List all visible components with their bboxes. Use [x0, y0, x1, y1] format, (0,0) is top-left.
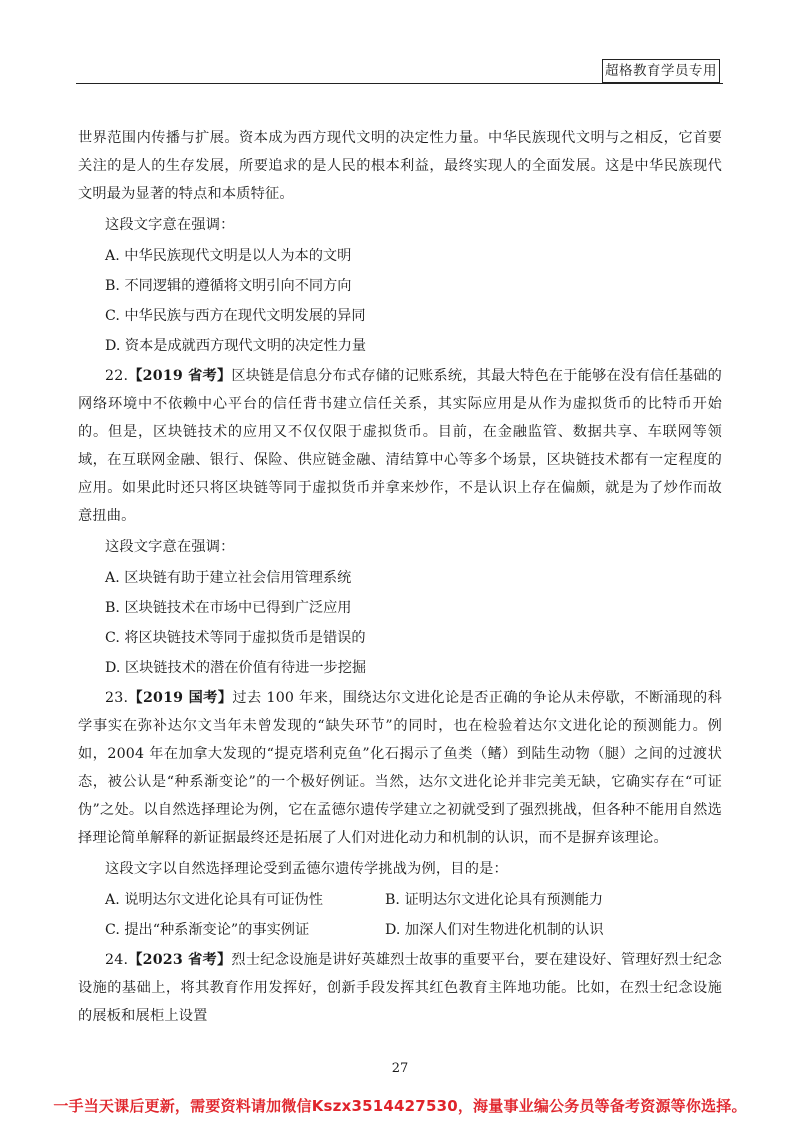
q23-number: 23. — [105, 690, 129, 706]
header-label: 超格教育学员专用 — [602, 59, 720, 83]
q23-stem: 这段文字以自然选择理论受到孟德尔遗传学挑战为例，目的是： — [105, 861, 508, 877]
q21-stem: 这段文字意在强调： — [105, 217, 235, 233]
q23-source: 【2019 国考】 — [128, 690, 233, 706]
q22-option-d: D. 区块链技术的潜在价值有待进一步挖掘 — [105, 660, 367, 676]
q23-option-a: A. 说明达尔文进化论具有可证伪性 — [105, 892, 323, 908]
q21-option-c: C. 中华民族与西方在现代文明发展的异同 — [105, 308, 366, 324]
q24-text: 烈士纪念设施是讲好英雄烈士故事的重要平台，要在建设好、管理好烈士纪念设施的基础上，将其教育作用发挥好，创新手段发挥其红色教育主阵地功能。比如，在烈士纪念设施的展板和展柜上设置 — [78, 952, 722, 1024]
q23-options-row-1 — [78, 886, 722, 914]
q22-passage — [78, 362, 722, 530]
q24-number: 24. — [105, 952, 129, 968]
q22-option-a: A. 区块链有助于建立社会信用管理系统 — [105, 570, 352, 586]
q21-option-b: B. 不同逻辑的遵循将文明引向不同方向 — [105, 278, 352, 294]
page-number: 27 — [391, 1061, 409, 1076]
q21-passage-tail: 世界范围内传播与扩展。资本成为西方现代文明的决定性力量。中华民族现代文明与之相反，它首要关注的是人的生存发展，所要追求的是人民的根本利益，最终实现人的全面发展。这是中华民族现代文明最为显著的特点和本质特征。 — [78, 130, 722, 202]
q22-number: 22. — [105, 368, 129, 384]
q22-text: 区块链是信息分布式存储的记账系统，其最大特色在于能够在没有信任基础的网络环境中不依赖中心平台的信任背书建立信任关系，其实际应用是从作为虚拟货币的比特币开始的。但是，区块链技术的应用又不仅仅限于虚拟货币。目前，在金融监管、数据共享、车联网等领域，在互联网金融、银行、保险、供应链金融、清结算中心等多个场景，区块链技术都有一定程度的应用。如果此时还只将区块链等同于虚拟货币并拿来炒作，不是认识上存在偏颇，就是为了炒作而故意扭曲。 — [78, 368, 722, 524]
q22-source: 【2019 省考】 — [128, 368, 232, 384]
q23-options-row-2 — [78, 916, 722, 944]
footer-notice: 一手当天课后更新，需要资料请加微信Kszx3514427530，海量事业编公务员等备考资源等你选择。 — [53, 1097, 747, 1115]
page-content — [78, 124, 722, 1033]
q22-stem: 这段文字意在强调： — [105, 539, 235, 555]
q23-passage — [78, 684, 722, 852]
q21-option-d: D. 资本是成就西方现代文明的决定性力量 — [105, 338, 367, 354]
q22-option-b: B. 区块链技术在市场中已得到广泛应用 — [105, 600, 352, 616]
q23-text: 过去 100 年来，围绕达尔文进化论是否正确的争论从未停歇，不断涌现的科学事实在弥补达尔文当年未曾发现的“缺失环节”的同时，也在检验着达尔文进化论的预测能力。例如，2004 年在加拿大发现的“提克塔利克鱼”化石揭示了鱼类（鳍）到陆生动物（腿）之间的过渡状态，被公认是“种系渐变论”的一个极好例证。当然，达尔文进化论并非完美无缺，它确实存在“可证伪”之处。以自然选择理论为例，它在孟德尔遗传学建立之初就受到了强烈挑战，但各种不能用自然选择理论简单解释的新证据最终还是拓展了人们对进化动力和机制的认识，而不是摒弃该理论。 — [78, 690, 722, 846]
q23-option-c: C. 提出“种系渐变论”的事实例证 — [105, 922, 310, 938]
q23-option-b: B. 证明达尔文进化论具有预测能力 — [385, 892, 604, 908]
q23-option-d: D. 加深人们对生物进化机制的认识 — [385, 922, 604, 938]
q24-passage — [78, 946, 722, 1030]
q21-option-a: A. 中华民族现代文明是以人为本的文明 — [105, 248, 352, 264]
header-rule — [76, 83, 723, 84]
q24-source: 【2023 省考】 — [128, 952, 232, 968]
q22-option-c: C. 将区块链技术等同于虚拟货币是错误的 — [105, 630, 366, 646]
